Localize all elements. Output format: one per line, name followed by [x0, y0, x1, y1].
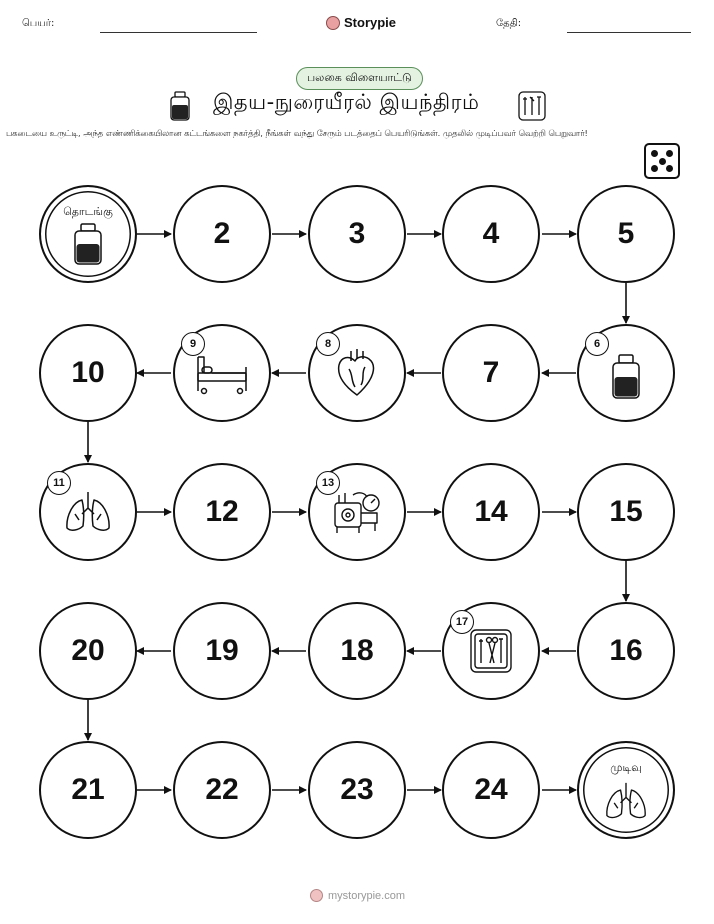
finish-label: முடிவு [610, 761, 642, 774]
storypie-mascot-icon [310, 889, 323, 902]
space-number: 4 [482, 217, 500, 250]
surgical-tools-icon [468, 627, 514, 675]
board-space-finish[interactable] [577, 741, 675, 839]
space-number: 22 [205, 773, 239, 806]
board-space-17[interactable] [442, 602, 540, 700]
space-number: 10 [71, 356, 105, 389]
space-number: 18 [340, 634, 374, 667]
board-space-10[interactable] [39, 324, 137, 422]
board-space-9[interactable] [173, 324, 271, 422]
board-space-3[interactable] [308, 185, 406, 283]
lungs-icon [603, 781, 649, 821]
footer [310, 889, 405, 902]
space-number: 14 [474, 495, 508, 528]
board-space-20[interactable] [39, 602, 137, 700]
board-space-start[interactable] [39, 185, 137, 283]
space-number: 24 [474, 773, 508, 806]
space-number-tag: 11 [47, 471, 71, 495]
heart-icon [333, 347, 381, 399]
brand-name: Storypie [344, 15, 397, 30]
name-label: பெயர்: [22, 18, 55, 29]
space-number: 3 [348, 217, 366, 250]
board-space-16[interactable] [577, 602, 675, 700]
board-space-23[interactable] [308, 741, 406, 839]
space-number: 20 [71, 634, 105, 667]
hospital-bed-icon [194, 351, 250, 395]
start-label: தொடங்கு [63, 205, 113, 218]
date-label: தேதி: [496, 18, 522, 29]
page-title: இதய-நுரையீரல் இயந்திரம் [213, 90, 480, 114]
space-number: 23 [340, 773, 374, 806]
space-number: 21 [71, 773, 105, 806]
space-number: 15 [609, 495, 643, 528]
board-space-4[interactable] [442, 185, 540, 283]
board-space-21[interactable] [39, 741, 137, 839]
board-space-15[interactable] [577, 463, 675, 561]
space-number: 7 [482, 356, 500, 389]
board-space-11[interactable] [39, 463, 137, 561]
board-space-14[interactable] [442, 463, 540, 561]
board-space-18[interactable] [308, 602, 406, 700]
heart-lung-machine-icon [331, 489, 383, 535]
medicine-vial-icon [609, 353, 643, 401]
space-number: 5 [617, 217, 635, 250]
space-number-tag: 17 [450, 610, 474, 634]
space-number-tag: 13 [316, 471, 340, 495]
space-number-tag: 9 [181, 332, 205, 356]
medicine-vial-icon [71, 222, 105, 266]
instructions-text: பகடையை உருட்டி, அந்த எண்ணிக்கையிலான கட்டங்களை நகர்த்தி, நீங்கள் வந்து சேரும் படத்தைப் பெயரிடுங்கள். முதலில் முடிப்பவர் வெற்றி பெறுவார்! [6, 128, 588, 138]
board-game-badge: பலகை விளையாட்டு [296, 67, 423, 90]
footer-url[interactable]: mystorypie.com [328, 889, 406, 902]
board-space-13[interactable] [308, 463, 406, 561]
board-space-12[interactable] [173, 463, 271, 561]
space-number: 19 [205, 634, 239, 667]
space-number: 16 [609, 634, 643, 667]
board-space-8[interactable] [308, 324, 406, 422]
board-space-22[interactable] [173, 741, 271, 839]
space-number-tag: 8 [316, 332, 340, 356]
board-space-2[interactable] [173, 185, 271, 283]
board-space-19[interactable] [173, 602, 271, 700]
lungs-icon [63, 490, 113, 534]
board-space-7[interactable] [442, 324, 540, 422]
board-space-5[interactable] [577, 185, 675, 283]
board-space-24[interactable] [442, 741, 540, 839]
space-number: 12 [205, 495, 239, 528]
space-number: 2 [213, 217, 231, 250]
board-space-6[interactable] [577, 324, 675, 422]
space-number-tag: 6 [585, 332, 609, 356]
